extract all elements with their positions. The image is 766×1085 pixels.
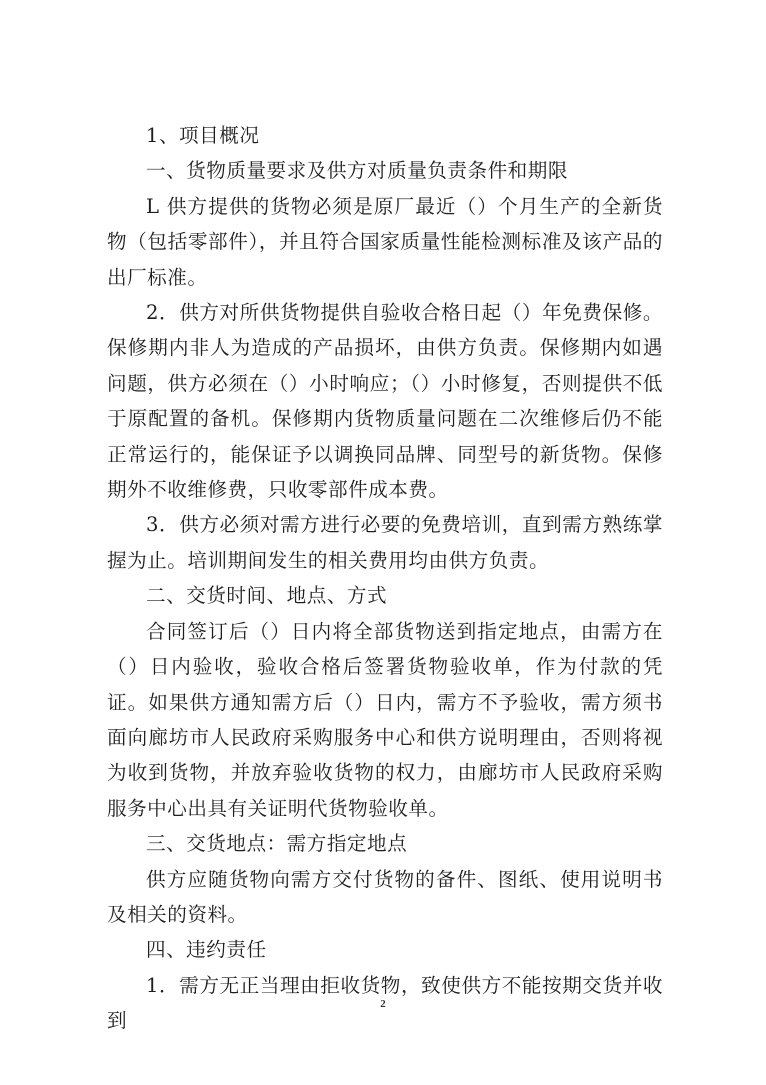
section-heading-quality-requirements: 一、货物质量要求及供方对质量负责条件和期限 (146, 159, 568, 183)
document-page (107, 118, 663, 1039)
section-heading-project-overview: 1、项目概况 (146, 124, 260, 147)
clause-paragraph-new-goods: L 供方提供的货物必须是原厂最近（）个月生产的全新货物（包括零部件），并且符合国家质量性能检测标准及该产品的出厂标准。 (107, 194, 663, 289)
section-heading-breach-liability: 四、违约责任 (146, 938, 267, 962)
clause-paragraph-acceptance: 合同签订后（）日内将全部货物送到指定地点，由需方在（）日内验收，验收合格后签署货物验收单，作为付款的凭证。如果供方通知需方后（）日内，需方不予验收，需方须书面向廊坊市人民政府采购服务中心和供方说明理由，否则将视为收到货物，并放弃验收货物的权力，由廊坊市人民政府采购服务中心出具有关证明代货物验收单。 (107, 619, 663, 820)
clause-paragraph-training: 3．供方必须对需方进行必要的免费培训，直到需方熟练掌握为止。培训期间发生的相关费用均由供方负责。 (107, 513, 663, 572)
section-heading-delivery-location: 三、交货地点：需方指定地点 (146, 832, 408, 856)
section-heading-delivery-time: 二、交货时间、地点、方式 (146, 584, 388, 608)
page-number: 2 (380, 998, 386, 1010)
clause-paragraph-warranty: 2．供方对所供货物提供自验收合格日起（）年免费保修。保修期内非人为造成的产品损坏，由供方负责。保修期内如遇问题，供方必须在（）小时响应；（）小时修复，否则提供不低于原配置的备机。保修期内货物质量问题在二次维修后仍不能正常运行的，能保证予以调换同品牌、同型号的新货物。保修期外不收维修费，只收零部件成本费。 (107, 301, 663, 502)
clause-paragraph-rejection: 1．需方无正当理由拒收货物，致使供方不能按期交货并收到 (107, 973, 663, 1033)
clause-paragraph-documents: 供方应随货物向需方交付货物的备件、图纸、使用说明书及相关的资料。 (107, 867, 663, 926)
